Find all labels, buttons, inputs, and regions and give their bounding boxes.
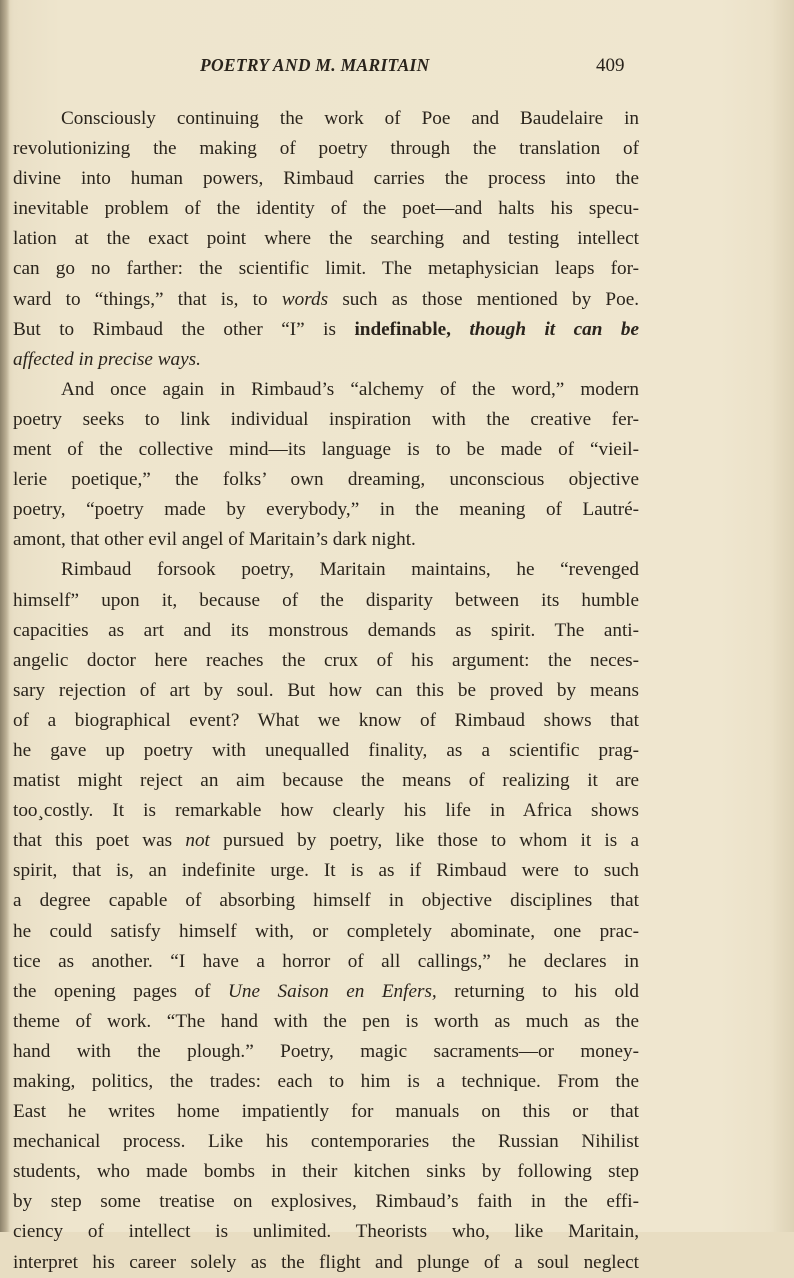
text-segment xyxy=(451,319,469,340)
body-text xyxy=(13,104,639,1278)
page-number: 409 xyxy=(596,55,625,76)
text-line xyxy=(13,285,639,315)
text-line xyxy=(13,826,639,856)
text-line: Consciously continuing the work of Poe and Baudelaire in xyxy=(61,108,639,129)
text-line: theme of work. “The hand with the pen is worth as much as the xyxy=(13,1010,639,1032)
page-spine-shadow xyxy=(0,0,10,1232)
text-segment: returning to his old xyxy=(436,980,639,1002)
text-line: by step some treatise on explosives, Rimbaud’s faith in the effi- xyxy=(13,1191,639,1213)
text-line: a degree capable of absorbing himself in objective disciplines that xyxy=(13,890,639,912)
text-line: affected in precise ways. xyxy=(13,348,201,370)
text-line: lerie poetique,” the folks’ own dreaming, unconscious objective xyxy=(13,469,639,491)
page-header xyxy=(0,55,794,85)
text-line: himself” upon it, because of the disparity between its humble xyxy=(13,589,639,611)
emphasis-though-it-can-be: though it can be xyxy=(469,318,639,340)
text-line: ment of the collective mind—its language is to be made of “vieil- xyxy=(13,439,639,461)
text-line: hand with the plough.” Poetry, magic sacraments—or money- xyxy=(13,1040,639,1062)
text-line: he could satisfy himself with, or completely abominate, one prac- xyxy=(13,920,639,942)
emphasis-not: not xyxy=(185,830,210,852)
text-line: lation at the exact point where the searching and testing intellect xyxy=(13,228,639,250)
text-line: of a biographical event? What we know of Rimbaud shows that xyxy=(13,709,639,731)
text-line: capacities as art and its monstrous demands as spirit. The anti- xyxy=(13,619,639,641)
text-line: ciency of intellect is unlimited. Theorists who, like Maritain, xyxy=(13,1221,639,1243)
text-line: And once again in Rimbaud’s “alchemy of the word,” modern xyxy=(61,378,639,400)
emphasis-words: words xyxy=(281,288,329,310)
text-line: matist might reject an aim because the means of realizing it are xyxy=(13,770,639,792)
text-line: spirit, that is, an indefinite urge. It is as if Rimbaud were to such xyxy=(13,860,639,882)
text-line: angelic doctor here reaches the crux of his argument: the neces- xyxy=(13,649,639,671)
running-head: POETRY AND M. MARITAIN xyxy=(200,55,430,75)
text-line xyxy=(13,315,639,345)
text-line: he gave up poetry with unequalled finality, as a scientific prag- xyxy=(13,739,639,761)
emphasis-indefinable: indefinable, xyxy=(354,318,451,340)
text-segment: ward to “things,” that is, to xyxy=(13,288,282,310)
text-line: sary rejection of art by soul. But how can this be proved by means xyxy=(13,679,639,701)
text-line: interpret his career solely as the flight and plunge of a soul neglect xyxy=(13,1251,639,1273)
text-line: too¸costly. It is remarkable how clearly his life in Africa shows xyxy=(13,800,639,822)
text-line: mechanical process. Like his contemporaries the Russian Nihilist xyxy=(13,1131,639,1153)
text-segment: But to Rimbaud the other “I” is xyxy=(13,318,355,340)
text-line: amont, that other evil angel of Maritain’s dark night. xyxy=(13,529,416,551)
emphasis-book-title: Une Saison en Enfers, xyxy=(228,980,437,1002)
text-line: revolutionizing the making of poetry through the translation of xyxy=(13,138,639,160)
text-line: Rimbaud forsook poetry, Maritain maintains, he “revenged xyxy=(61,559,639,581)
text-line: can go no farther: the scientific limit. The metaphysician leaps for- xyxy=(13,258,639,280)
text-line: divine into human powers, Rimbaud carries the process into the xyxy=(13,168,639,190)
text-line xyxy=(13,977,639,1007)
text-line: East he writes home impatiently for manuals on this or that xyxy=(13,1101,639,1123)
text-line: making, politics, the trades: each to him is a technique. From the xyxy=(13,1071,639,1092)
text-segment: such as those mentioned by Poe. xyxy=(328,288,640,310)
text-line: inevitable problem of the identity of the poet—and halts his specu- xyxy=(13,198,639,220)
text-line: tice as another. “I have a horror of all callings,” he declares in xyxy=(13,950,639,972)
text-segment: that this poet was xyxy=(13,830,186,852)
text-line: students, who made bombs in their kitchen sinks by following step xyxy=(13,1161,639,1183)
text-segment: pursued by poetry, like those to whom it is a xyxy=(209,830,639,852)
text-segment: the opening pages of xyxy=(13,980,229,1002)
text-line: poetry, “poetry made by everybody,” in the meaning of Lautré- xyxy=(13,499,639,521)
text-line: poetry seeks to link individual inspiration with the creative fer- xyxy=(13,408,639,430)
